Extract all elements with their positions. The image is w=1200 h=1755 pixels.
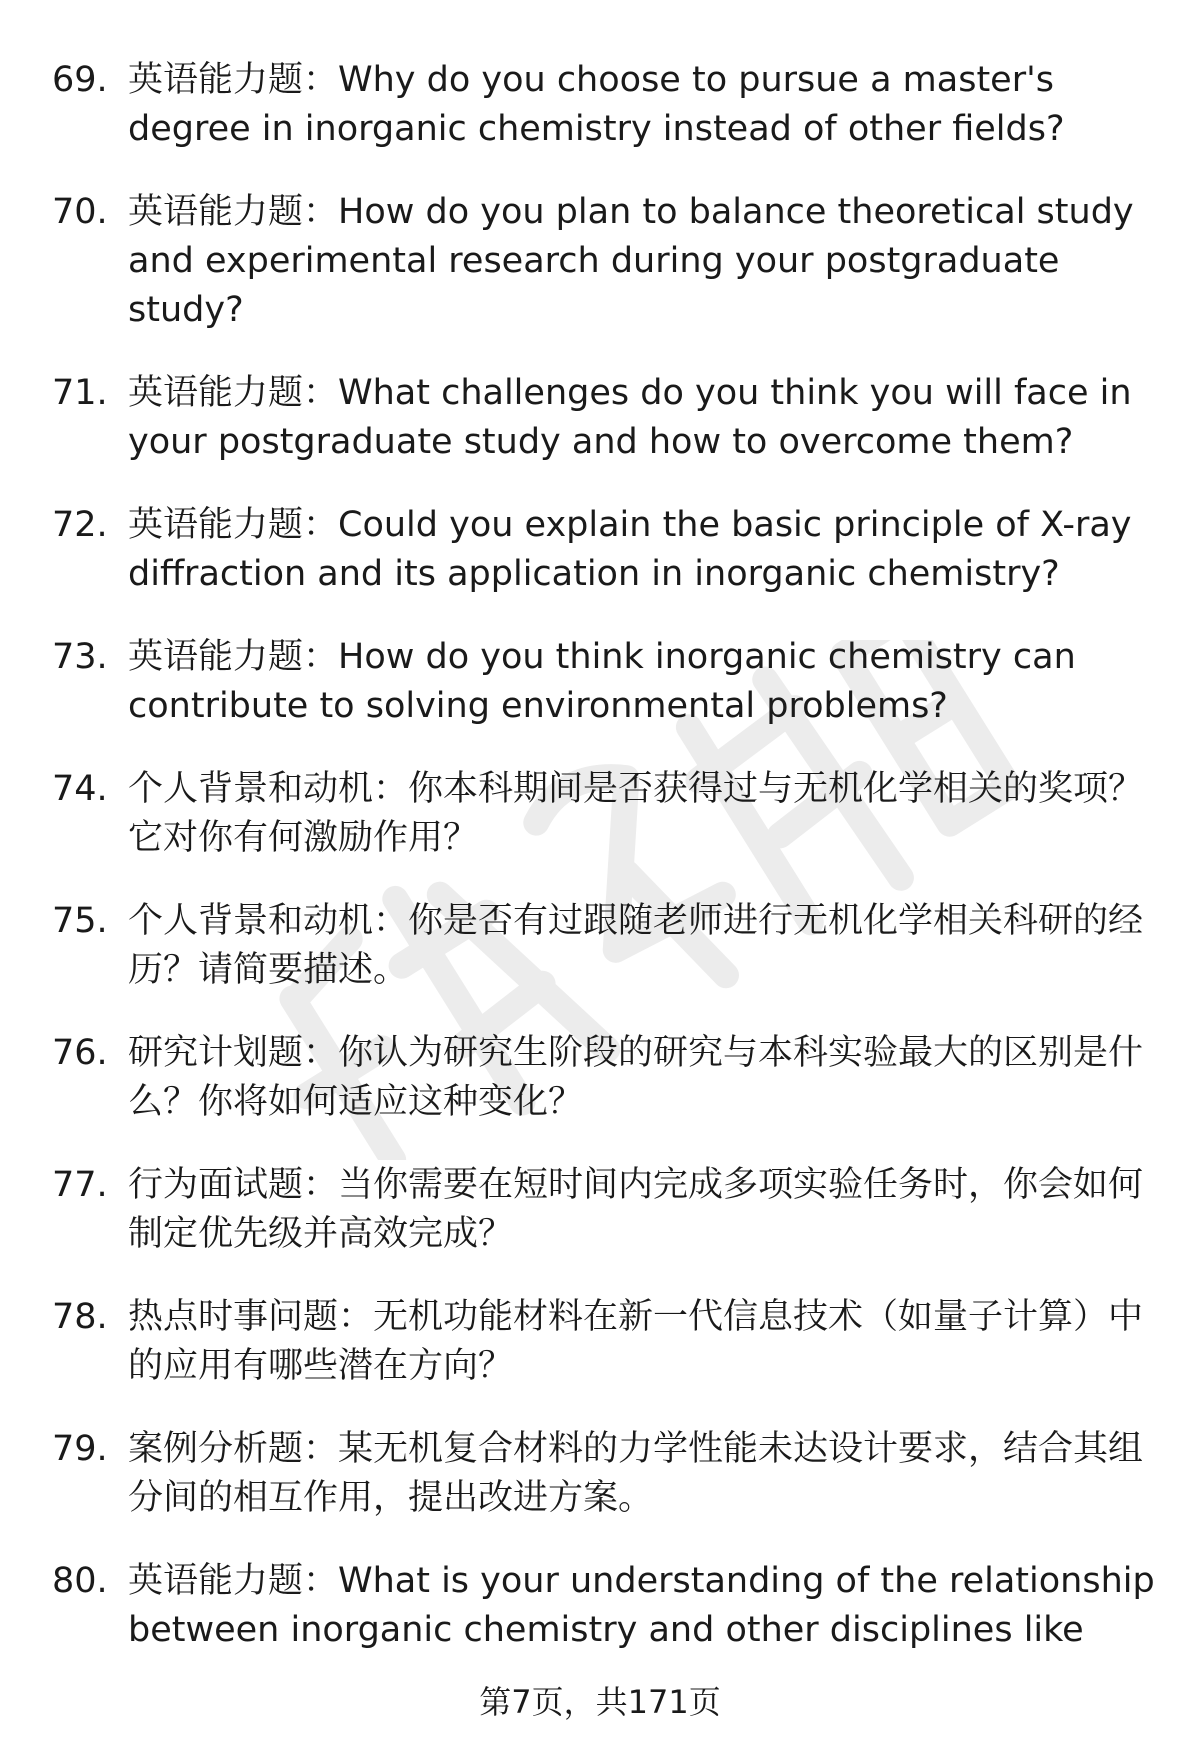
question-number: 73.: [52, 637, 108, 677]
question-text: 个人背景和动机：你本科期间是否获得过与无机化学相关的奖项？它对你有何激励作用？: [128, 769, 1144, 858]
question-item: [0, 1293, 1200, 1391]
question-text: 英语能力题：Could you explain the basic principle of X-ray diffraction and its application in inorganic chemistry?: [128, 505, 1132, 594]
question-text: 个人背景和动机：你是否有过跟随老师进行无机化学相关科研的经历？请简要描述。: [128, 901, 1144, 990]
question-number: 80.: [52, 1561, 108, 1601]
question-list: [0, 56, 1200, 1689]
question-item: [0, 501, 1200, 599]
question-item: [0, 56, 1200, 154]
question-text: 热点时事问题：无机功能材料在新一代信息技术（如量子计算）中的应用有哪些潜在方向？: [128, 1297, 1144, 1386]
question-text: 研究计划题：你认为研究生阶段的研究与本科实验最大的区别是什么？你将如何适应这种变化？: [128, 1033, 1144, 1122]
question-text: 行为面试题：当你需要在短时间内完成多项实验任务时，你会如何制定优先级并高效完成？: [128, 1165, 1144, 1254]
question-text: 英语能力题：What is your understanding of the relationship between inorganic chemistry and other disciplines like: [128, 1561, 1155, 1650]
question-text: 英语能力题：How do you think inorganic chemistry can contribute to solving environmental problems?: [128, 637, 1076, 726]
question-text: 案例分析题：某无机复合材料的力学性能未达设计要求，结合其组分间的相互作用，提出改进方案。: [128, 1429, 1144, 1518]
question-text: 英语能力题：What challenges do you think you will face in your postgraduate study and how to overcome them?: [128, 373, 1132, 462]
question-item: [0, 369, 1200, 467]
question-item: [0, 188, 1200, 335]
question-item: [0, 1557, 1200, 1655]
question-text: 英语能力题：How do you plan to balance theoretical study and experimental research during your postgraduate study?: [128, 192, 1134, 330]
question-number: 76.: [52, 1033, 108, 1073]
question-item: [0, 1425, 1200, 1523]
question-item: [0, 765, 1200, 863]
page-number-label: 第7页，共171页: [479, 1683, 721, 1721]
question-number: 71.: [52, 373, 108, 413]
question-item: [0, 1161, 1200, 1259]
question-number: 78.: [52, 1297, 108, 1337]
question-number: 75.: [52, 901, 108, 941]
question-number: 77.: [52, 1165, 108, 1205]
question-number: 74.: [52, 769, 108, 809]
question-number: 72.: [52, 505, 108, 545]
question-item: [0, 633, 1200, 731]
question-number: 79.: [52, 1429, 108, 1469]
question-text: 英语能力题：Why do you choose to pursue a master's degree in inorganic chemistry instead of other fields?: [128, 60, 1065, 149]
page-footer: [0, 1680, 1200, 1724]
question-item: [0, 1029, 1200, 1127]
question-number: 69.: [52, 60, 108, 100]
question-number: 70.: [52, 192, 108, 232]
question-item: [0, 897, 1200, 995]
